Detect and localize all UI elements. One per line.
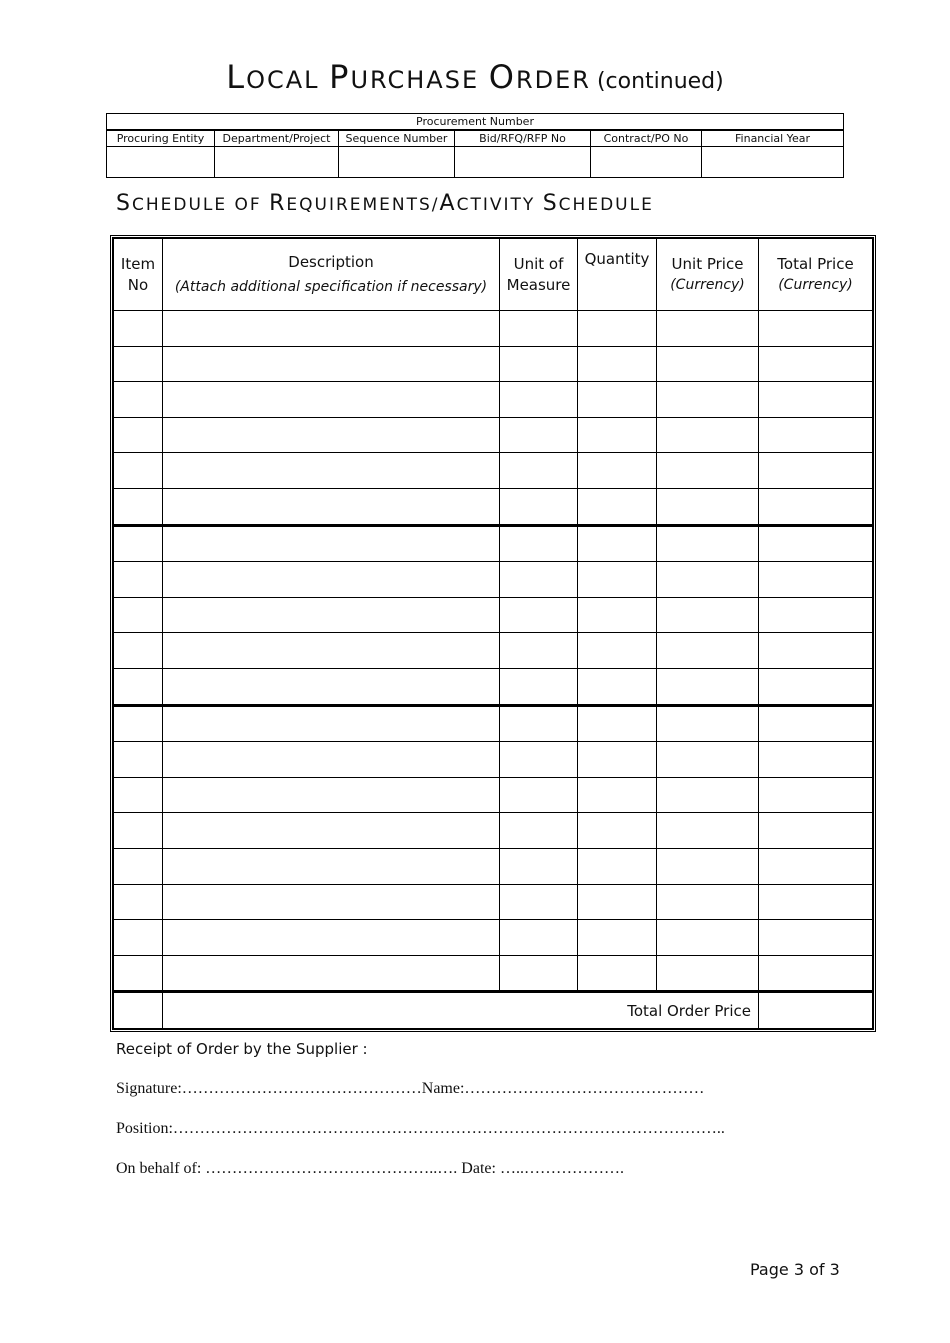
- position-line[interactable]: Position:…………………………………………………………………………………………..: [116, 1120, 725, 1137]
- department-project-field[interactable]: [215, 147, 339, 178]
- item-no-cell[interactable]: [114, 777, 163, 813]
- description-cell[interactable]: [163, 955, 500, 992]
- header-item-no: Item No: [114, 239, 163, 311]
- total-price-label: Total Price: [777, 254, 854, 273]
- col-contract-po-no: Contract/PO No: [591, 130, 702, 147]
- table-row: [114, 453, 873, 489]
- subtitle-letter: S: [542, 191, 559, 216]
- unit-price-cell[interactable]: [657, 488, 759, 525]
- item-no-cell[interactable]: [114, 346, 163, 382]
- item-no-cell[interactable]: [114, 742, 163, 778]
- quantity-cell[interactable]: [578, 848, 657, 884]
- title-letter: L: [226, 58, 247, 96]
- unit-of-measure-cell[interactable]: [500, 453, 578, 489]
- item-no-cell[interactable]: [114, 488, 163, 525]
- total-order-price-label: Total Order Price: [163, 992, 759, 1029]
- unit-of-measure-cell[interactable]: [500, 813, 578, 849]
- item-no-cell[interactable]: [114, 525, 163, 562]
- subtitle-letter: R: [269, 191, 287, 216]
- total-price-cell[interactable]: [759, 311, 873, 347]
- table-row: [114, 417, 873, 453]
- unit-price-cell[interactable]: [657, 955, 759, 992]
- header-unit-price: [657, 239, 759, 311]
- unit-of-measure-cell[interactable]: [500, 633, 578, 669]
- unit-price-cell[interactable]: [657, 668, 759, 705]
- header-total-price: [759, 239, 873, 311]
- signature-name-line[interactable]: Signature:………………………………………Name:………………………………………: [116, 1080, 705, 1097]
- total-price-cell[interactable]: [759, 597, 873, 633]
- unit-of-measure-cell[interactable]: [500, 920, 578, 956]
- quantity-cell[interactable]: [578, 346, 657, 382]
- table-row: [114, 920, 873, 956]
- quantity-cell[interactable]: [578, 417, 657, 453]
- table-row: [114, 562, 873, 598]
- total-price-cell[interactable]: [759, 813, 873, 849]
- unit-of-measure-cell[interactable]: [500, 382, 578, 418]
- procurement-number-table: [106, 113, 844, 178]
- quantity-cell[interactable]: [578, 920, 657, 956]
- description-cell[interactable]: [163, 346, 500, 382]
- subtitle-letter: S: [116, 191, 132, 216]
- unit-of-measure-cell[interactable]: [500, 597, 578, 633]
- unit-price-cell[interactable]: [657, 848, 759, 884]
- table-row: [114, 311, 873, 347]
- unit-price-cell[interactable]: [657, 920, 759, 956]
- total-price-cell[interactable]: [759, 382, 873, 418]
- table-row: [114, 633, 873, 669]
- description-cell[interactable]: [163, 488, 500, 525]
- unit-of-measure-cell[interactable]: [500, 668, 578, 705]
- total-price-cell[interactable]: [759, 742, 873, 778]
- description-cell[interactable]: [163, 777, 500, 813]
- item-no-cell[interactable]: [114, 705, 163, 742]
- table-row: [114, 884, 873, 920]
- receipt-heading: Receipt of Order by the Supplier :: [116, 1040, 368, 1058]
- unit-price-cell[interactable]: [657, 562, 759, 598]
- unit-price-cell[interactable]: [657, 525, 759, 562]
- unit-price-cell[interactable]: [657, 346, 759, 382]
- total-price-cell[interactable]: [759, 488, 873, 525]
- quantity-cell[interactable]: [578, 705, 657, 742]
- col-sequence-number: Sequence Number: [339, 130, 455, 147]
- description-cell[interactable]: [163, 848, 500, 884]
- behalf-date-line[interactable]: On behalf of: ……………………………………..…. Date: …..……………….: [116, 1160, 624, 1177]
- unit-price-cell[interactable]: [657, 311, 759, 347]
- unit-of-measure-cell[interactable]: [500, 417, 578, 453]
- total-price-cell[interactable]: [759, 346, 873, 382]
- document-title: [0, 58, 950, 96]
- col-procuring-entity: Procuring Entity: [107, 130, 215, 147]
- total-price-cell[interactable]: [759, 525, 873, 562]
- total-price-cell[interactable]: [759, 955, 873, 992]
- schedule-title: [116, 191, 654, 216]
- unit-price-note: (Currency): [670, 276, 745, 293]
- table-row: [114, 346, 873, 382]
- unit-price-label: Unit Price: [671, 254, 744, 273]
- contract-po-field[interactable]: [591, 147, 702, 178]
- title-part: OCAL: [246, 66, 330, 94]
- quantity-cell[interactable]: [578, 742, 657, 778]
- col-financial-year: Financial Year: [702, 130, 844, 147]
- item-no-cell[interactable]: [114, 633, 163, 669]
- description-cell[interactable]: [163, 597, 500, 633]
- description-cell[interactable]: [163, 311, 500, 347]
- item-no-cell[interactable]: [114, 848, 163, 884]
- unit-price-cell[interactable]: [657, 705, 759, 742]
- unit-of-measure-cell[interactable]: [500, 884, 578, 920]
- quantity-cell[interactable]: [578, 382, 657, 418]
- description-cell[interactable]: [163, 884, 500, 920]
- quantity-cell[interactable]: [578, 955, 657, 992]
- subtitle-letter: A: [439, 191, 457, 216]
- total-price-cell[interactable]: [759, 562, 873, 598]
- description-cell[interactable]: [163, 813, 500, 849]
- total-order-price-value[interactable]: [759, 992, 873, 1029]
- unit-of-measure-cell[interactable]: [500, 562, 578, 598]
- total-price-cell[interactable]: [759, 777, 873, 813]
- unit-price-cell[interactable]: [657, 742, 759, 778]
- table-row: [114, 382, 873, 418]
- title-part: URCHASE: [350, 66, 489, 94]
- description-cell[interactable]: [163, 633, 500, 669]
- unit-price-cell[interactable]: [657, 597, 759, 633]
- header-description: [163, 239, 500, 311]
- total-price-note: (Currency): [778, 276, 853, 293]
- item-no-cell[interactable]: [114, 453, 163, 489]
- table-row: [114, 813, 873, 849]
- table-row: [114, 668, 873, 705]
- unit-of-measure-cell[interactable]: [500, 311, 578, 347]
- description-cell[interactable]: [163, 453, 500, 489]
- header-quantity: Quantity: [578, 239, 657, 311]
- col-bid-rfq-rfp-no: Bid/RFQ/RFP No: [455, 130, 591, 147]
- table-row: [114, 525, 873, 562]
- subtitle-part: CTIVITY: [456, 195, 543, 215]
- unit-price-cell[interactable]: [657, 884, 759, 920]
- title-letter: P: [329, 58, 351, 96]
- total-price-cell[interactable]: [759, 884, 873, 920]
- unit-price-cell[interactable]: [657, 453, 759, 489]
- total-price-cell[interactable]: [759, 668, 873, 705]
- quantity-cell[interactable]: [578, 813, 657, 849]
- title-part: RDER: [515, 66, 591, 94]
- quantity-cell[interactable]: [578, 597, 657, 633]
- item-no-cell[interactable]: [114, 417, 163, 453]
- unit-of-measure-cell[interactable]: [500, 848, 578, 884]
- header-unit-of-measure: Unit of Measure: [500, 239, 578, 311]
- page-number: Page 3 of 3: [750, 1260, 840, 1279]
- unit-price-cell[interactable]: [657, 777, 759, 813]
- table-row: [114, 955, 873, 992]
- item-no-cell[interactable]: [114, 955, 163, 992]
- procurement-number-header: Procurement Number: [107, 114, 844, 131]
- quantity-cell[interactable]: [578, 633, 657, 669]
- quantity-cell[interactable]: [578, 525, 657, 562]
- title-suffix: (continued): [596, 69, 724, 94]
- unit-price-cell[interactable]: [657, 813, 759, 849]
- table-row: [114, 742, 873, 778]
- financial-year-field[interactable]: [702, 147, 844, 178]
- table-row: [114, 705, 873, 742]
- unit-of-measure-cell[interactable]: [500, 705, 578, 742]
- description-cell[interactable]: [163, 668, 500, 705]
- unit-price-cell[interactable]: [657, 382, 759, 418]
- item-no-cell[interactable]: [114, 597, 163, 633]
- table-row: [114, 488, 873, 525]
- item-no-cell[interactable]: [114, 311, 163, 347]
- col-department-project: Department/Project: [215, 130, 339, 147]
- total-price-cell[interactable]: [759, 705, 873, 742]
- schedule-table: [113, 238, 873, 1029]
- unit-price-cell[interactable]: [657, 633, 759, 669]
- bid-rfq-rfp-field[interactable]: [455, 147, 591, 178]
- quantity-cell[interactable]: [578, 488, 657, 525]
- description-cell[interactable]: [163, 562, 500, 598]
- description-cell[interactable]: [163, 525, 500, 562]
- table-row: [114, 597, 873, 633]
- total-price-cell[interactable]: [759, 417, 873, 453]
- total-price-cell[interactable]: [759, 633, 873, 669]
- unit-of-measure-cell[interactable]: [500, 955, 578, 992]
- unit-price-cell[interactable]: [657, 417, 759, 453]
- subtitle-part: CHEDULE: [558, 195, 654, 215]
- description-cell[interactable]: [163, 417, 500, 453]
- quantity-cell[interactable]: [578, 668, 657, 705]
- unit-of-measure-cell[interactable]: [500, 525, 578, 562]
- item-no-cell[interactable]: [114, 562, 163, 598]
- total-row-blank: [114, 992, 163, 1029]
- schedule-rows: [114, 311, 873, 1029]
- total-price-cell[interactable]: [759, 453, 873, 489]
- total-price-cell[interactable]: [759, 848, 873, 884]
- unit-of-measure-cell[interactable]: [500, 742, 578, 778]
- total-row: [114, 992, 873, 1029]
- subtitle-part: CHEDULE OF: [131, 195, 270, 215]
- description-cell[interactable]: [163, 742, 500, 778]
- quantity-cell[interactable]: [578, 884, 657, 920]
- schedule-table-frame: [110, 235, 876, 1032]
- description-cell[interactable]: [163, 382, 500, 418]
- description-label: Description: [288, 252, 374, 271]
- item-no-cell[interactable]: [114, 668, 163, 705]
- unit-of-measure-cell[interactable]: [500, 488, 578, 525]
- table-row: [114, 848, 873, 884]
- procuring-entity-field[interactable]: [107, 147, 215, 178]
- quantity-cell[interactable]: [578, 777, 657, 813]
- description-cell[interactable]: [163, 705, 500, 742]
- item-no-cell[interactable]: [114, 382, 163, 418]
- subtitle-part: EQUIREMENTS/: [286, 195, 440, 215]
- description-cell[interactable]: [163, 920, 500, 956]
- item-no-cell[interactable]: [114, 920, 163, 956]
- quantity-cell[interactable]: [578, 311, 657, 347]
- unit-of-measure-cell[interactable]: [500, 346, 578, 382]
- item-no-cell[interactable]: [114, 884, 163, 920]
- unit-of-measure-cell[interactable]: [500, 777, 578, 813]
- table-row: [114, 777, 873, 813]
- sequence-number-field[interactable]: [339, 147, 455, 178]
- quantity-cell[interactable]: [578, 562, 657, 598]
- title-letter: O: [488, 58, 516, 96]
- description-note: (Attach additional specification if necessary): [174, 278, 488, 295]
- quantity-cell[interactable]: [578, 453, 657, 489]
- total-price-cell[interactable]: [759, 920, 873, 956]
- item-no-cell[interactable]: [114, 813, 163, 849]
